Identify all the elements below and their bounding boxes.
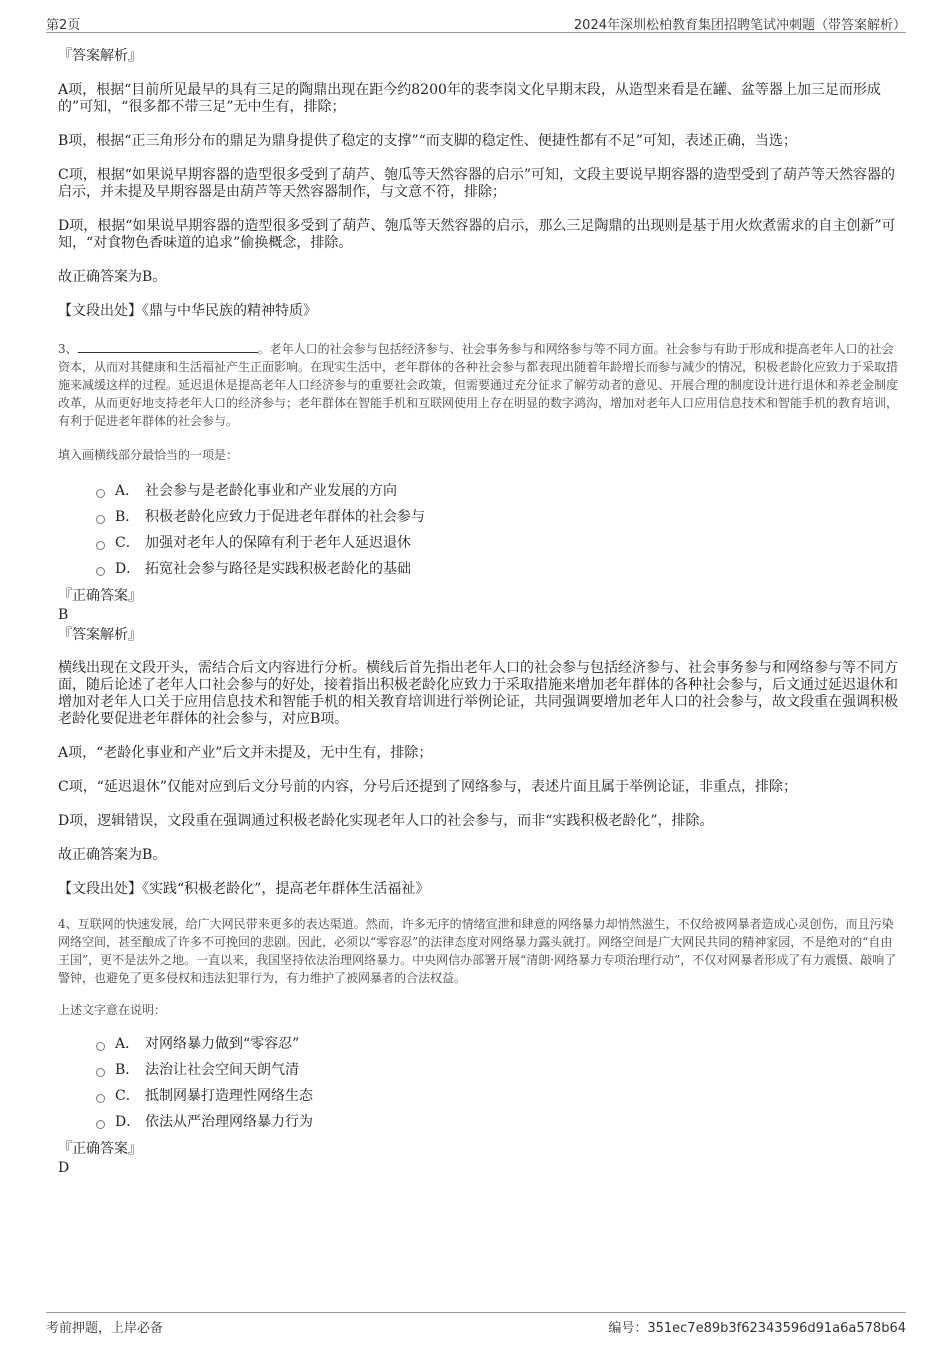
correct-answer: B bbox=[58, 607, 69, 623]
analysis-option-a: A项，“老龄化事业和产业”后文并未提及，无中生有，排除； bbox=[58, 745, 433, 761]
question-4-text: 4、互联网的快速发展，给广大网民带来更多的表达渠道。然而，许多无序的情绪宣泄和肆意的网络暴力却悄然滋生，不仅给被网暴者造成心灵创伤，而且污染网络空间，甚至酿成了许多不可挽回的悲剧。因此，必须以“零容忍”的法律态度对网络暴力露头就打。网络空间是广大网民共同的精神家园，不是绝对的“自由王国”，更不是法外之地。一直以来，我国坚持依法治理网络暴力。中央网信办部署开展“清朗·网络暴力专项治理行动”，不仅对网暴者形成了有力震慑、敲响了警钟，也避免了更多侵权和违法犯罪行为，有力维护了被网暴者的合法权益。 bbox=[58, 917, 897, 985]
option-c[interactable]: C． 抵制网暴打造理性网络生态 bbox=[96, 1083, 898, 1109]
radio-button[interactable] bbox=[96, 1042, 105, 1051]
correct-answer-heading: 『正确答案』 bbox=[58, 1141, 142, 1157]
analysis-option-c: C项，根据“如果说早期容器的造型很多受到了葫芦、匏瓜等天然容器的启示”可知，文段主要说早期容器的造型受到了葫芦等天然容器的启示，并未提及早期容器是由葫芦等天然容器制作，与文意不符，排除； bbox=[58, 167, 896, 200]
source-citation: 【文段出处】《鼎与中华民族的精神特质》 bbox=[58, 303, 317, 319]
option-d[interactable]: D． 拓宽社会参与路径是实践积极老龄化的基础 bbox=[96, 556, 898, 582]
analysis-option-d: D项，根据“如果说早期容器的造型很多受到了葫芦、匏瓜等天然容器的启示，那么三足陶鼎的出现则是基于用火炊煮需求的自主创新”可知，“对食物色香味道的追求”偷换概念，排除。 bbox=[58, 218, 896, 251]
question-3-text bbox=[58, 340, 898, 430]
correct-answer: D bbox=[58, 1160, 70, 1176]
analysis-heading: 『答案解析』 bbox=[58, 627, 142, 643]
document-id: 编号：351ec7e89b3f62343596d91a6a578b64 bbox=[608, 1321, 906, 1336]
radio-button[interactable] bbox=[96, 489, 105, 498]
answer-conclusion: 故正确答案为B。 bbox=[58, 847, 167, 863]
fill-blank-line bbox=[78, 340, 258, 353]
radio-button[interactable] bbox=[96, 1094, 105, 1103]
question-number: 3、 bbox=[58, 342, 78, 356]
radio-button[interactable] bbox=[96, 1068, 105, 1077]
question-prompt: 上述文字意在说明： bbox=[58, 1003, 167, 1017]
radio-button[interactable] bbox=[96, 515, 105, 524]
radio-button[interactable] bbox=[96, 567, 105, 576]
source-citation: 【文段出处】《实践“积极老龄化”，提高老年群体生活福祉》 bbox=[58, 881, 430, 897]
page-number: 第2页 bbox=[46, 18, 81, 33]
option-c[interactable]: C． 加强对老年人的保障有利于老年人延迟退休 bbox=[96, 530, 898, 556]
analysis-heading: 『答案解析』 bbox=[58, 48, 142, 64]
option-d[interactable]: D． 依法从严治理网络暴力行为 bbox=[96, 1109, 898, 1135]
question-body: 。老年人口的社会参与包括经济参与、社会事务参与和网络参与等不同方面。社会参与有助于形成和提高老年人口的社会资本，从而对其健康和生活福祉产生正面影响。在现实生活中，老年群体的各种社会参与都表现出随着年龄增长而参与减少的情况，积极老龄化应致力于采取措施来减缓这样的过程。延迟退休是提高老年人口经济参与的重要社会政策，但需要通过充分征求了解劳动者的意见、开展合理的制度设计进行退休和养老金制度改革，从而更好地支持老年人口的经济参与；老年群体在智能手机和互联网使用上存在明显的数字鸿沟，增加对老年人口应用信息技术和智能手机的教育培训，有利于促进老年群体的社会参与。 bbox=[58, 342, 899, 428]
option-b[interactable]: B． 积极老龄化应致力于促进老年群体的社会参与 bbox=[96, 504, 898, 530]
page-content bbox=[58, 44, 898, 1177]
page-header bbox=[46, 10, 906, 33]
radio-button[interactable] bbox=[96, 1120, 105, 1129]
question-prompt: 填入画横线部分最恰当的一项是： bbox=[58, 448, 239, 462]
answer-conclusion: 故正确答案为B。 bbox=[58, 269, 167, 285]
correct-answer-heading: 『正确答案』 bbox=[58, 588, 142, 604]
document-title: 2024年深圳松柏教育集团招聘笔试冲刺题（带答案解析） bbox=[573, 18, 906, 33]
option-a[interactable]: A． 对网络暴力做到“零容忍” bbox=[96, 1031, 898, 1057]
radio-button[interactable] bbox=[96, 541, 105, 550]
question-3-options bbox=[96, 478, 898, 582]
option-b[interactable]: B． 法治让社会空间天朗气清 bbox=[96, 1057, 898, 1083]
analysis-option-b: B项，根据“正三角形分布的鼎足为鼎身提供了稳定的支撑”“而支脚的稳定性、便捷性都有不足”可知，表述正确，当选； bbox=[58, 133, 797, 149]
analysis-main: 横线出现在文段开头，需结合后文内容进行分析。横线后首先指出老年人口的社会参与包括经济参与、社会事务参与和网络参与等不同方面，随后论述了老年人口社会参与的好处，接着指出积极老龄化应致力于采取措施来增加老年群体的各种社会参与，后文通过延迟退休和增加对老年人口关于应用信息技术和智能手机的相关教育培训进行举例论证，共同强调要增加老年人口的社会参与，故文段重在强调积极老龄化要促进老年群体的社会参与，对应B项。 bbox=[58, 660, 898, 727]
analysis-option-a: A项，根据“目前所见最早的具有三足的陶鼎出现在距今约8200年的裴李岗文化早期末段，从造型来看是在罐、盆等器上加三足而形成的”可知，“很多都不带三足”无中生有，排除； bbox=[58, 82, 881, 115]
question-4-options bbox=[96, 1031, 898, 1135]
page-footer bbox=[46, 1312, 906, 1335]
analysis-option-d: D项，逻辑错误，文段重在强调通过积极老龄化实现老年人口的社会参与，而非“实践积极老龄化”，排除。 bbox=[58, 813, 714, 829]
analysis-option-c: C项，“延迟退休”仅能对应到后文分号前的内容，分号后还提到了网络参与，表述片面且属于举例论证，非重点，排除； bbox=[58, 779, 798, 795]
option-a[interactable]: A． 社会参与是老龄化事业和产业发展的方向 bbox=[96, 478, 898, 504]
footer-slogan: 考前押题，上岸必备 bbox=[46, 1321, 164, 1336]
